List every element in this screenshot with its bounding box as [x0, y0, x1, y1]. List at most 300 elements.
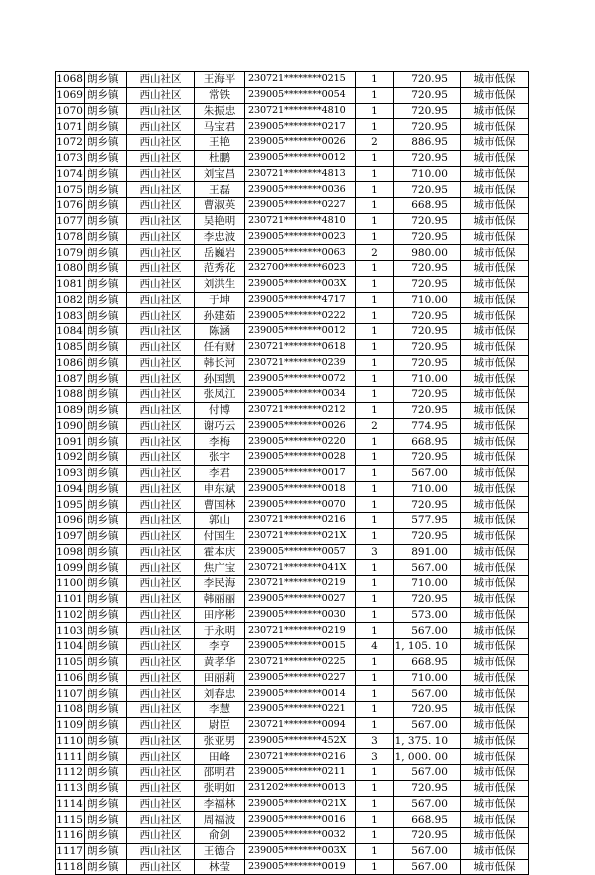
assistance-type-cell: 城市低保 — [461, 72, 529, 88]
id-number-cell: 239005********0034 — [245, 387, 356, 403]
id-number-cell: 239005********0221 — [245, 702, 356, 718]
town-cell: 朗乡镇 — [85, 213, 127, 229]
id-number-cell: 230721********4813 — [245, 166, 356, 182]
household-count-cell: 1 — [356, 229, 394, 245]
relief-roster-table — [55, 71, 529, 875]
assistance-type-cell: 城市低保 — [461, 308, 529, 324]
name-cell: 邵明君 — [195, 765, 245, 781]
name-cell: 韩丽丽 — [195, 591, 245, 607]
table-row — [56, 418, 529, 434]
id-number-cell: 231202********0013 — [245, 780, 356, 796]
community-cell: 西山社区 — [127, 654, 195, 670]
town-cell: 朗乡镇 — [85, 528, 127, 544]
name-cell: 朱振忠 — [195, 103, 245, 119]
table-row — [56, 733, 529, 749]
row-number: 1068 — [56, 73, 83, 86]
id-number-cell: 239005********0220 — [245, 434, 356, 450]
amount-cell: 720.95 — [394, 308, 461, 324]
table-row — [56, 371, 529, 387]
community-cell: 西山社区 — [127, 560, 195, 576]
household-count-cell: 1 — [356, 591, 394, 607]
row-number: 1115 — [56, 813, 83, 826]
town-cell: 朗乡镇 — [85, 717, 127, 733]
assistance-type-cell: 城市低保 — [461, 560, 529, 576]
row-number: 1107 — [56, 687, 83, 700]
row-number: 1076 — [56, 199, 83, 212]
town-cell: 朗乡镇 — [85, 276, 127, 292]
id-number-cell: 239005********0014 — [245, 686, 356, 702]
table-row — [56, 245, 529, 261]
community-cell: 西山社区 — [127, 339, 195, 355]
town-cell: 朗乡镇 — [85, 371, 127, 387]
assistance-type-cell: 城市低保 — [461, 639, 529, 655]
name-cell: 常铁 — [195, 87, 245, 103]
community-cell: 西山社区 — [127, 717, 195, 733]
table-row — [56, 103, 529, 119]
name-cell: 韩长河 — [195, 355, 245, 371]
row-number: 1110 — [56, 734, 83, 747]
id-number-cell: 239005********0018 — [245, 481, 356, 497]
amount-cell: 720.95 — [394, 780, 461, 796]
row-number: 1080 — [56, 262, 83, 275]
assistance-type-cell: 城市低保 — [461, 859, 529, 875]
name-cell: 孙国凯 — [195, 371, 245, 387]
amount-cell: 668.95 — [394, 434, 461, 450]
household-count-cell: 1 — [356, 607, 394, 623]
row-number: 1070 — [56, 104, 83, 117]
household-count-cell: 1 — [356, 324, 394, 340]
community-cell: 西山社区 — [127, 591, 195, 607]
town-cell: 朗乡镇 — [85, 591, 127, 607]
assistance-type-cell: 城市低保 — [461, 828, 529, 844]
id-number-cell: 239005********0227 — [245, 670, 356, 686]
community-cell: 西山社区 — [127, 229, 195, 245]
amount-cell: 720.95 — [394, 276, 461, 292]
amount-cell: 720.95 — [394, 87, 461, 103]
table-row — [56, 261, 529, 277]
town-cell: 朗乡镇 — [85, 308, 127, 324]
assistance-type-cell: 城市低保 — [461, 749, 529, 765]
community-cell: 西山社区 — [127, 843, 195, 859]
name-cell: 吴艳明 — [195, 213, 245, 229]
row-number: 1090 — [56, 419, 83, 432]
row-number: 1077 — [56, 215, 83, 228]
assistance-type-cell: 城市低保 — [461, 544, 529, 560]
community-cell: 西山社区 — [127, 308, 195, 324]
town-cell: 朗乡镇 — [85, 780, 127, 796]
name-cell: 陈涵 — [195, 324, 245, 340]
row-number: 1113 — [56, 782, 83, 795]
town-cell: 朗乡镇 — [85, 654, 127, 670]
id-number-cell: 239005********0030 — [245, 607, 356, 623]
town-cell: 朗乡镇 — [85, 72, 127, 88]
assistance-type-cell: 城市低保 — [461, 292, 529, 308]
assistance-type-cell: 城市低保 — [461, 623, 529, 639]
name-cell: 张亚男 — [195, 733, 245, 749]
household-count-cell: 1 — [356, 812, 394, 828]
name-cell: 黄孝华 — [195, 654, 245, 670]
assistance-type-cell: 城市低保 — [461, 434, 529, 450]
assistance-type-cell: 城市低保 — [461, 607, 529, 623]
town-cell: 朗乡镇 — [85, 544, 127, 560]
amount-cell: 668.95 — [394, 198, 461, 214]
row-number: 1084 — [56, 325, 83, 338]
community-cell: 西山社区 — [127, 150, 195, 166]
assistance-type-cell: 城市低保 — [461, 765, 529, 781]
community-cell: 西山社区 — [127, 702, 195, 718]
row-number: 1087 — [56, 372, 83, 385]
amount-cell: 886.95 — [394, 135, 461, 151]
community-cell: 西山社区 — [127, 686, 195, 702]
amount-cell: 577.95 — [394, 513, 461, 529]
name-cell: 李君 — [195, 465, 245, 481]
table-row — [56, 670, 529, 686]
row-number: 1094 — [56, 482, 83, 495]
amount-cell: 567.00 — [394, 765, 461, 781]
table-row — [56, 292, 529, 308]
row-number: 1111 — [56, 750, 83, 763]
id-number-cell: 239005********0019 — [245, 859, 356, 875]
row-number: 1093 — [56, 467, 83, 480]
id-number-cell: 239005********0016 — [245, 812, 356, 828]
assistance-type-cell: 城市低保 — [461, 213, 529, 229]
assistance-type-cell: 城市低保 — [461, 245, 529, 261]
town-cell: 朗乡镇 — [85, 387, 127, 403]
name-cell: 周福波 — [195, 812, 245, 828]
town-cell: 朗乡镇 — [85, 339, 127, 355]
community-cell: 西山社区 — [127, 639, 195, 655]
table-row — [56, 796, 529, 812]
name-cell: 王德合 — [195, 843, 245, 859]
name-cell: 李亨 — [195, 639, 245, 655]
table-body — [56, 72, 529, 875]
table-row — [56, 702, 529, 718]
name-cell: 任有财 — [195, 339, 245, 355]
table-row — [56, 276, 529, 292]
name-cell: 郭山 — [195, 513, 245, 529]
town-cell: 朗乡镇 — [85, 418, 127, 434]
table-row — [56, 780, 529, 796]
amount-cell: 1, 000. 00 — [394, 749, 461, 765]
id-number-cell: 230721********4810 — [245, 213, 356, 229]
row-number: 1101 — [56, 593, 83, 606]
name-cell: 张明如 — [195, 780, 245, 796]
assistance-type-cell: 城市低保 — [461, 119, 529, 135]
community-cell: 西山社区 — [127, 213, 195, 229]
household-count-cell: 3 — [356, 749, 394, 765]
amount-cell: 573.00 — [394, 607, 461, 623]
table-row — [56, 749, 529, 765]
table-row — [56, 135, 529, 151]
amount-cell: 1, 105. 10 — [394, 639, 461, 655]
town-cell: 朗乡镇 — [85, 607, 127, 623]
community-cell: 西山社区 — [127, 513, 195, 529]
table-row — [56, 72, 529, 88]
id-number-cell: 239005********0023 — [245, 229, 356, 245]
assistance-type-cell: 城市低保 — [461, 733, 529, 749]
household-count-cell: 1 — [356, 355, 394, 371]
community-cell: 西山社区 — [127, 812, 195, 828]
household-count-cell: 1 — [356, 402, 394, 418]
town-cell: 朗乡镇 — [85, 686, 127, 702]
row-number: 1103 — [56, 624, 83, 637]
id-number-cell: 239005********0026 — [245, 135, 356, 151]
community-cell: 西山社区 — [127, 828, 195, 844]
assistance-type-cell: 城市低保 — [461, 465, 529, 481]
assistance-type-cell: 城市低保 — [461, 135, 529, 151]
town-cell: 朗乡镇 — [85, 670, 127, 686]
household-count-cell: 1 — [356, 497, 394, 513]
table-row — [56, 812, 529, 828]
table-row — [56, 859, 529, 875]
community-cell: 西山社区 — [127, 450, 195, 466]
id-number-cell: 230721********0094 — [245, 717, 356, 733]
household-count-cell: 3 — [356, 544, 394, 560]
amount-cell: 891.00 — [394, 544, 461, 560]
amount-cell: 567.00 — [394, 717, 461, 733]
household-count-cell: 1 — [356, 560, 394, 576]
assistance-type-cell: 城市低保 — [461, 812, 529, 828]
town-cell: 朗乡镇 — [85, 623, 127, 639]
row-number: 1112 — [56, 766, 83, 779]
table-row — [56, 497, 529, 513]
name-cell: 俞剑 — [195, 828, 245, 844]
household-count-cell: 1 — [356, 103, 394, 119]
row-number: 1098 — [56, 545, 83, 558]
name-cell: 张凤江 — [195, 387, 245, 403]
community-cell: 西山社区 — [127, 324, 195, 340]
household-count-cell: 1 — [356, 261, 394, 277]
town-cell: 朗乡镇 — [85, 465, 127, 481]
table-row — [56, 339, 529, 355]
row-number: 1071 — [56, 120, 83, 133]
id-number-cell: 239005********0036 — [245, 182, 356, 198]
household-count-cell: 1 — [356, 528, 394, 544]
community-cell: 西山社区 — [127, 765, 195, 781]
table-row — [56, 324, 529, 340]
table-row — [56, 591, 529, 607]
household-count-cell: 1 — [356, 828, 394, 844]
community-cell: 西山社区 — [127, 576, 195, 592]
town-cell: 朗乡镇 — [85, 450, 127, 466]
community-cell: 西山社区 — [127, 198, 195, 214]
table-row — [56, 607, 529, 623]
assistance-type-cell: 城市低保 — [461, 513, 529, 529]
assistance-type-cell: 城市低保 — [461, 229, 529, 245]
household-count-cell: 1 — [356, 702, 394, 718]
community-cell: 西山社区 — [127, 796, 195, 812]
name-cell: 谢巧云 — [195, 418, 245, 434]
assistance-type-cell: 城市低保 — [461, 843, 529, 859]
community-cell: 西山社区 — [127, 292, 195, 308]
name-cell: 李忠波 — [195, 229, 245, 245]
amount-cell: 720.95 — [394, 150, 461, 166]
id-number-cell: 239005********0028 — [245, 450, 356, 466]
town-cell: 朗乡镇 — [85, 828, 127, 844]
assistance-type-cell: 城市低保 — [461, 670, 529, 686]
assistance-type-cell: 城市低保 — [461, 371, 529, 387]
assistance-type-cell: 城市低保 — [461, 387, 529, 403]
id-number-cell: 230721********0618 — [245, 339, 356, 355]
id-number-cell: 239005********0026 — [245, 418, 356, 434]
town-cell: 朗乡镇 — [85, 639, 127, 655]
household-count-cell: 1 — [356, 654, 394, 670]
id-number-cell: 239005********0017 — [245, 465, 356, 481]
row-number: 1085 — [56, 341, 83, 354]
row-number: 1079 — [56, 246, 83, 259]
name-cell: 申东斌 — [195, 481, 245, 497]
town-cell: 朗乡镇 — [85, 245, 127, 261]
assistance-type-cell: 城市低保 — [461, 261, 529, 277]
assistance-type-cell: 城市低保 — [461, 702, 529, 718]
table-row — [56, 308, 529, 324]
id-number-cell: 230721********0215 — [245, 72, 356, 88]
id-number-cell: 239005********0012 — [245, 150, 356, 166]
household-count-cell: 1 — [356, 166, 394, 182]
name-cell: 付博 — [195, 402, 245, 418]
town-cell: 朗乡镇 — [85, 150, 127, 166]
id-number-cell: 239005********0070 — [245, 497, 356, 513]
community-cell: 西山社区 — [127, 670, 195, 686]
household-count-cell: 3 — [356, 733, 394, 749]
row-number: 1117 — [56, 845, 83, 858]
name-cell: 于永明 — [195, 623, 245, 639]
town-cell: 朗乡镇 — [85, 292, 127, 308]
table-row — [56, 576, 529, 592]
id-number-cell: 239005********452X — [245, 733, 356, 749]
id-number-cell: 239005********0027 — [245, 591, 356, 607]
household-count-cell: 1 — [356, 670, 394, 686]
household-count-cell: 1 — [356, 308, 394, 324]
row-number: 1083 — [56, 309, 83, 322]
household-count-cell: 1 — [356, 717, 394, 733]
row-number: 1073 — [56, 152, 83, 165]
row-number: 1086 — [56, 356, 83, 369]
household-count-cell: 1 — [356, 182, 394, 198]
community-cell: 西山社区 — [127, 103, 195, 119]
amount-cell: 567.00 — [394, 843, 461, 859]
table-row — [56, 843, 529, 859]
town-cell: 朗乡镇 — [85, 749, 127, 765]
town-cell: 朗乡镇 — [85, 812, 127, 828]
table-row — [56, 639, 529, 655]
row-number: 1108 — [56, 703, 83, 716]
community-cell: 西山社区 — [127, 434, 195, 450]
table-row — [56, 560, 529, 576]
id-number-cell: 230721********0216 — [245, 749, 356, 765]
assistance-type-cell: 城市低保 — [461, 780, 529, 796]
name-cell: 田序彬 — [195, 607, 245, 623]
household-count-cell: 1 — [356, 339, 394, 355]
name-cell: 焦广宝 — [195, 560, 245, 576]
row-number: 1092 — [56, 451, 83, 464]
community-cell: 西山社区 — [127, 182, 195, 198]
row-number: 1102 — [56, 608, 83, 621]
town-cell: 朗乡镇 — [85, 497, 127, 513]
amount-cell: 710.00 — [394, 166, 461, 182]
assistance-type-cell: 城市低保 — [461, 591, 529, 607]
id-number-cell: 230721********0216 — [245, 513, 356, 529]
community-cell: 西山社区 — [127, 418, 195, 434]
name-cell: 田峰 — [195, 749, 245, 765]
row-number: 1095 — [56, 498, 83, 511]
household-count-cell: 1 — [356, 198, 394, 214]
table-row — [56, 513, 529, 529]
amount-cell: 720.95 — [394, 387, 461, 403]
community-cell: 西山社区 — [127, 72, 195, 88]
id-number-cell: 239005********0222 — [245, 308, 356, 324]
amount-cell: 720.95 — [394, 355, 461, 371]
community-cell: 西山社区 — [127, 497, 195, 513]
table-row — [56, 213, 529, 229]
table-row — [56, 182, 529, 198]
assistance-type-cell: 城市低保 — [461, 166, 529, 182]
table-row — [56, 355, 529, 371]
community-cell: 西山社区 — [127, 481, 195, 497]
community-cell: 西山社区 — [127, 733, 195, 749]
name-cell: 王磊 — [195, 182, 245, 198]
name-cell: 范秀花 — [195, 261, 245, 277]
household-count-cell: 2 — [356, 245, 394, 261]
amount-cell: 720.95 — [394, 497, 461, 513]
assistance-type-cell: 城市低保 — [461, 150, 529, 166]
name-cell: 刘春忠 — [195, 686, 245, 702]
household-count-cell: 2 — [356, 135, 394, 151]
household-count-cell: 1 — [356, 465, 394, 481]
town-cell: 朗乡镇 — [85, 166, 127, 182]
town-cell: 朗乡镇 — [85, 198, 127, 214]
assistance-type-cell: 城市低保 — [461, 418, 529, 434]
assistance-type-cell: 城市低保 — [461, 87, 529, 103]
id-number-cell: 239005********0012 — [245, 324, 356, 340]
id-number-cell: 230721********041X — [245, 560, 356, 576]
amount-cell: 1, 375. 10 — [394, 733, 461, 749]
community-cell: 西山社区 — [127, 245, 195, 261]
household-count-cell: 1 — [356, 87, 394, 103]
row-number: 1104 — [56, 640, 83, 653]
table-row — [56, 402, 529, 418]
town-cell: 朗乡镇 — [85, 434, 127, 450]
amount-cell: 720.95 — [394, 591, 461, 607]
amount-cell: 668.95 — [394, 812, 461, 828]
assistance-type-cell: 城市低保 — [461, 182, 529, 198]
town-cell: 朗乡镇 — [85, 135, 127, 151]
amount-cell: 710.00 — [394, 670, 461, 686]
name-cell: 李梅 — [195, 434, 245, 450]
community-cell: 西山社区 — [127, 166, 195, 182]
amount-cell: 720.95 — [394, 402, 461, 418]
table-row — [56, 686, 529, 702]
assistance-type-cell: 城市低保 — [461, 276, 529, 292]
name-cell: 刘宝昌 — [195, 166, 245, 182]
household-count-cell: 1 — [356, 481, 394, 497]
town-cell: 朗乡镇 — [85, 355, 127, 371]
id-number-cell: 239005********0057 — [245, 544, 356, 560]
row-number: 1100 — [56, 577, 83, 590]
row-number: 1089 — [56, 404, 83, 417]
name-cell: 李福林 — [195, 796, 245, 812]
id-number-cell: 239005********0032 — [245, 828, 356, 844]
row-number: 1075 — [56, 183, 83, 196]
amount-cell: 710.00 — [394, 481, 461, 497]
table-row — [56, 119, 529, 135]
table-row — [56, 150, 529, 166]
table-row — [56, 465, 529, 481]
household-count-cell: 1 — [356, 513, 394, 529]
row-number: 1074 — [56, 167, 83, 180]
amount-cell: 567.00 — [394, 796, 461, 812]
household-count-cell: 1 — [356, 796, 394, 812]
